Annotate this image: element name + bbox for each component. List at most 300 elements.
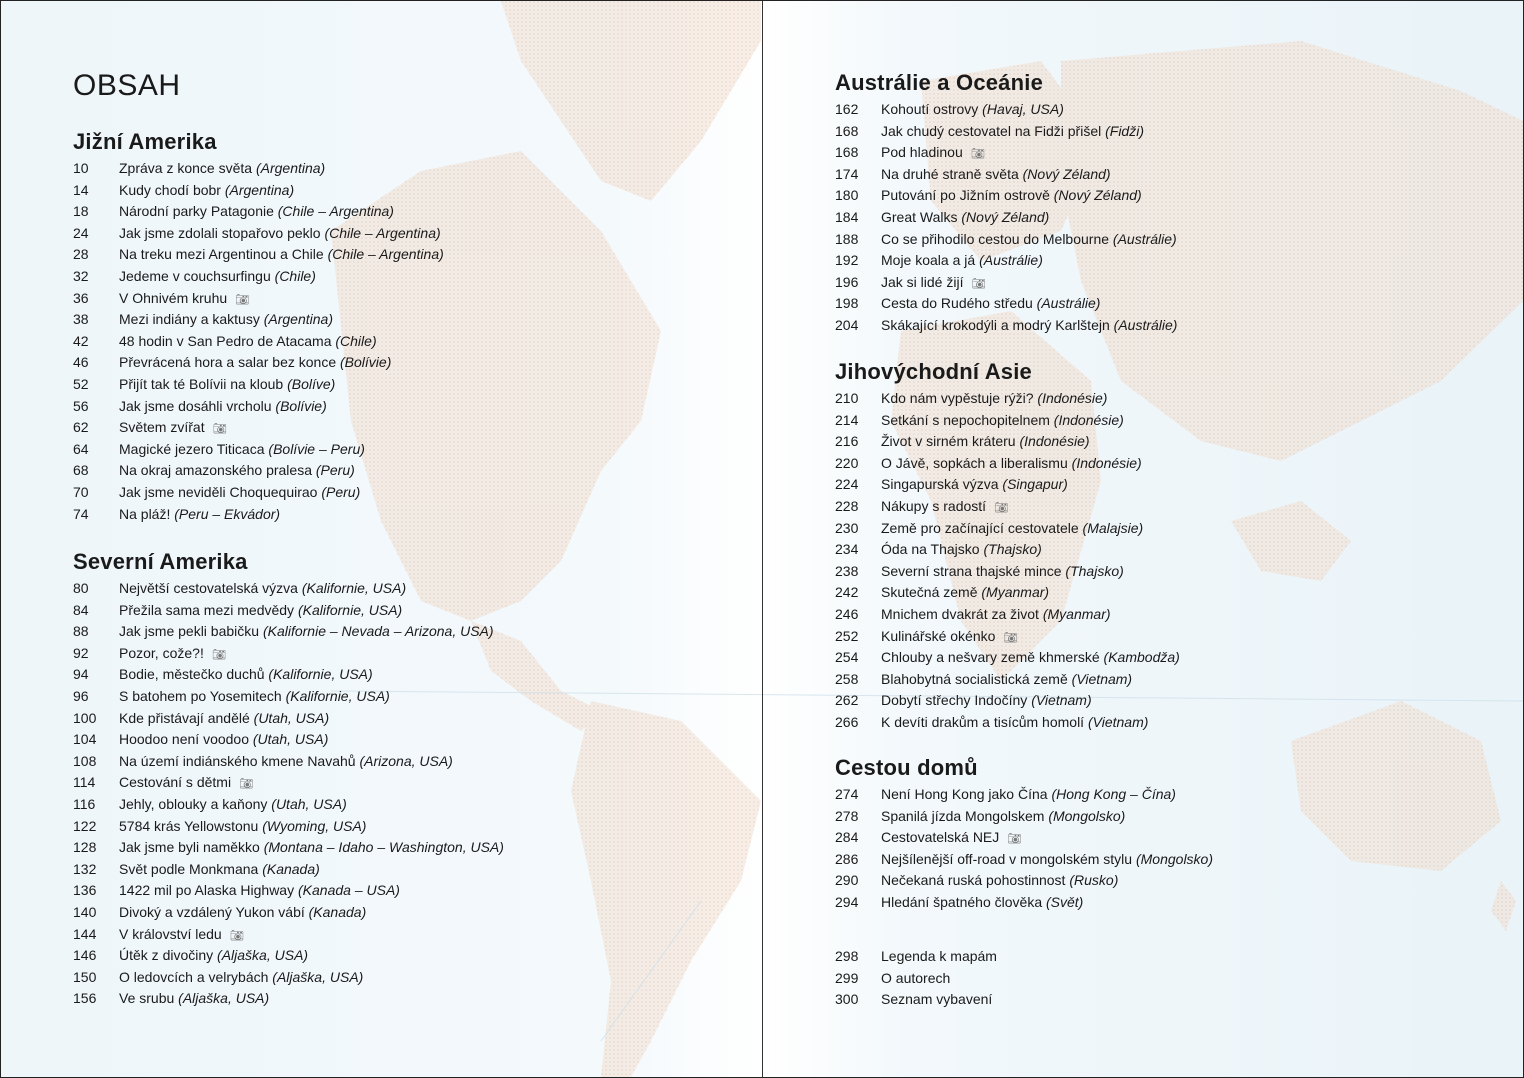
entry-location: (Indonésie) [1071, 454, 1142, 471]
entry-text [881, 99, 1064, 121]
entry-location: (Chile – Argentina) [327, 246, 444, 263]
entry-location: (Myanmar) [1042, 605, 1111, 622]
entry-text [881, 968, 950, 990]
toc-entry [835, 518, 1180, 540]
entry-text [881, 250, 1043, 272]
entry-title: Pozor, cože?! [119, 644, 204, 661]
entry-text [881, 315, 1177, 337]
section-heading: Jihovýchodní Asie [835, 359, 1032, 384]
entry-text [881, 561, 1124, 583]
entry-location: (Malajsie) [1082, 519, 1144, 536]
entry-text [119, 621, 494, 643]
page-number: 290 [835, 872, 859, 889]
toc-entry [73, 352, 444, 374]
entry-location: (Aljaška, USA) [217, 947, 309, 964]
page-number: 228 [835, 497, 859, 514]
entry-text [881, 647, 1180, 669]
page-number: 100 [73, 709, 97, 726]
entry-text [881, 272, 985, 294]
entry-text [881, 827, 1021, 849]
toc-entry [835, 604, 1180, 626]
page-number: 180 [835, 187, 859, 204]
entry-text [119, 288, 249, 310]
entry-text [119, 578, 406, 600]
page-number: 36 [73, 289, 89, 306]
entry-text [119, 396, 327, 418]
entry-text [881, 989, 992, 1011]
page-number: 286 [835, 850, 859, 867]
camera-icon: 📷︎ [235, 293, 250, 306]
page-number: 192 [835, 252, 859, 269]
page-number: 52 [73, 375, 89, 392]
page-number: 114 [73, 774, 96, 791]
entry-location: (Utah, USA) [253, 709, 330, 726]
page-number: 238 [835, 562, 859, 579]
page-number: 56 [73, 397, 89, 414]
entry-text [881, 712, 1148, 734]
entry-title: Není Hong Kong jako Čína [881, 786, 1048, 802]
entry-title: Putování po Jižním ostrově [881, 187, 1050, 204]
page-number: 246 [835, 605, 859, 622]
entry-text [119, 266, 316, 288]
camera-icon: 📷︎ [1003, 631, 1018, 644]
entry-location: (Indonésie) [1037, 390, 1108, 406]
page-number: 74 [73, 505, 89, 522]
entry-text [119, 988, 269, 1010]
entry-location: (Austrálie) [1112, 230, 1177, 247]
entry-text [119, 945, 308, 967]
page-number: 294 [835, 893, 859, 910]
toc-entry [835, 968, 997, 990]
entry-text [881, 185, 1142, 207]
entry-title: Přijít tak té Bolívii na kloub [119, 375, 284, 392]
entry-title: Great Walks [881, 208, 958, 225]
camera-icon: 📷︎ [970, 148, 985, 161]
toc-entry [73, 664, 504, 686]
entry-text [881, 474, 1068, 496]
entry-text [119, 880, 400, 902]
toc-entry [835, 185, 1177, 207]
entry-text [881, 892, 1083, 914]
entry-text [119, 439, 365, 461]
entry-title: Spanilá jízda Mongolskem [881, 807, 1045, 824]
entry-text [881, 582, 1049, 604]
entry-title: Přežila sama mezi medvědy [119, 601, 295, 618]
toc-entry [73, 201, 444, 223]
page-number: 88 [73, 623, 89, 640]
page-number: 104 [73, 731, 97, 748]
entry-location: (Austrálie) [1036, 295, 1101, 312]
entry-title: Mnichem dvakrát za život [881, 605, 1039, 622]
entry-location: (Austrálie) [979, 252, 1043, 269]
entry-title: Singapurská výzva [881, 476, 999, 493]
entry-title: Kde přistávají andělé [119, 709, 250, 726]
toc-entry [835, 626, 1180, 648]
page-number: 14 [73, 181, 89, 198]
page-number: 216 [835, 433, 859, 450]
entry-location: (Utah, USA) [252, 731, 329, 748]
entry-location: (Mongolsko) [1048, 807, 1126, 824]
entry-text [881, 388, 1107, 410]
toc-entry [835, 827, 1213, 849]
entry-title: Jak chudý cestovatel na Fidži přišel [881, 122, 1102, 139]
toc-entry [835, 849, 1213, 871]
entry-title: Blahobytná socialistická země [881, 670, 1068, 687]
entry-title: 1422 mil po Alaska Highway [119, 882, 295, 899]
section-north-america [73, 546, 504, 1010]
entry-text [881, 806, 1125, 828]
entry-location: (Mongolsko) [1135, 850, 1213, 867]
page-number: 94 [73, 666, 89, 683]
toc-entry [73, 794, 504, 816]
toc-entry [73, 816, 504, 838]
entry-title: Divoký a vzdálený Yukon vábí [119, 903, 305, 920]
entry-location: (Peru) [315, 462, 355, 479]
entry-title: Jedeme v couchsurfingu [119, 267, 271, 284]
toc-entry [73, 924, 504, 946]
entry-location: (Utah, USA) [271, 795, 347, 812]
entry-title: O autorech [881, 969, 951, 986]
toc-entry [73, 578, 504, 600]
entry-location: (Fidži) [1105, 122, 1144, 139]
page-number: 210 [835, 390, 859, 406]
page-number: 46 [73, 354, 89, 371]
entry-title: Převrácená hora a salar bez konce [119, 354, 337, 371]
entry-title: Óda na Thajsko [881, 541, 980, 558]
entry-title: Nečekaná ruská pohostinnost [881, 872, 1066, 889]
entry-text [119, 331, 377, 353]
page-number: 168 [835, 144, 859, 161]
entry-title: Bodie, městečko duchů [119, 666, 265, 683]
toc-entry [73, 482, 444, 504]
entry-location: (Vietnam) [1031, 692, 1092, 709]
entry-location: (Peru – Ekvádor) [174, 505, 281, 522]
page-number: 174 [835, 165, 859, 182]
entry-text [881, 207, 1049, 229]
entry-text [881, 626, 1017, 648]
entry-title: O Jávě, sopkách a liberalismu [881, 454, 1068, 471]
toc-entry [835, 539, 1180, 561]
page-number: 116 [73, 795, 96, 812]
entry-text [881, 946, 997, 968]
toc-entry [73, 417, 444, 439]
entry-title: Ve srubu [119, 990, 175, 1007]
entry-text [881, 849, 1213, 871]
toc-entry [73, 288, 444, 310]
toc-entry [835, 164, 1177, 186]
page-number: 266 [835, 713, 859, 730]
entry-title: Na treku mezi Argentinou a Chile [119, 246, 324, 263]
page-title: OBSAH [73, 69, 181, 102]
toc-entry [73, 331, 444, 353]
camera-icon: 📷︎ [229, 929, 244, 942]
toc-entry [835, 647, 1180, 669]
entry-title: Jak jsme dosáhli vrcholu [119, 397, 272, 414]
entry-text [881, 293, 1100, 315]
entry-text [119, 664, 373, 686]
toc-entry [835, 989, 997, 1011]
right-page [763, 1, 1523, 1077]
entry-title: Jak jsme zdolali stopařovo peklo [119, 224, 321, 241]
page-number: 198 [835, 295, 859, 312]
entry-location: (Indonésie) [1019, 433, 1090, 450]
entry-title: Jak jsme byli naměkko [119, 839, 260, 856]
entry-title: Na pláž! [119, 505, 171, 522]
entry-text [119, 504, 280, 526]
section-australia-oceania [835, 67, 1177, 337]
toc-entry [73, 504, 444, 526]
entry-location: (Aljaška, USA) [272, 968, 364, 985]
entry-text [119, 600, 402, 622]
entry-title: Dobytí střechy Indočíny [881, 692, 1028, 709]
page-number: 84 [73, 601, 89, 618]
entry-title: Kudy chodí bobr [119, 181, 221, 198]
entry-title: Na území indiánského kmene Navahů [119, 752, 356, 769]
entry-text [881, 164, 1111, 186]
page-number: 254 [835, 649, 859, 666]
camera-icon: 📷︎ [211, 648, 226, 661]
page-number: 220 [835, 454, 859, 471]
entry-title: Skutečná země [881, 584, 978, 601]
entry-text [881, 229, 1177, 251]
entry-title: Hledání špatného člověka [881, 893, 1043, 910]
page-number: 162 [835, 101, 859, 117]
entry-title: Jehly, oblouky a kaňony [119, 795, 268, 812]
entry-list [73, 578, 504, 1010]
entry-text [881, 410, 1124, 432]
entry-title: Země pro začínající cestovatele [881, 519, 1079, 536]
entry-title: Svět podle Monkmana [119, 860, 259, 877]
toc-entry [835, 712, 1180, 734]
entry-text [119, 352, 391, 374]
entry-text [881, 496, 1008, 518]
page-number: 80 [73, 580, 89, 596]
entry-location: (Argentina) [224, 181, 295, 198]
entry-location: (Argentina) [255, 160, 326, 176]
page-number: 184 [835, 208, 859, 225]
toc-entry [835, 561, 1180, 583]
entry-list [73, 158, 444, 525]
entry-title: V Ohnivém kruhu [119, 289, 228, 306]
entry-text [881, 784, 1176, 806]
toc-entry [835, 690, 1180, 712]
toc-entry [835, 431, 1180, 453]
entry-title: Cestovatelská NEJ [881, 829, 1000, 846]
page-number: 146 [73, 947, 97, 964]
page-number: 32 [73, 267, 89, 284]
entry-location: (Vietnam) [1071, 670, 1133, 687]
entry-text [119, 794, 347, 816]
page-number: 70 [73, 483, 89, 500]
page-number: 214 [835, 411, 859, 428]
entry-text [119, 859, 320, 881]
toc-entry [835, 453, 1180, 475]
section-southeast-asia [835, 356, 1180, 734]
entry-text [119, 482, 360, 504]
entry-location: (Nový Zéland) [961, 208, 1050, 225]
entry-title: Mezi indiány a kaktusy [119, 311, 260, 328]
toc-entry [73, 223, 444, 245]
page-number: 284 [835, 829, 859, 846]
entry-location: (Montana – Idaho – Washington, USA) [263, 839, 504, 856]
toc-entry [73, 945, 504, 967]
entry-location: (Bolíve) [287, 375, 336, 392]
entry-title: Světem zvířat [119, 419, 205, 436]
page-number: 28 [73, 246, 89, 263]
entry-title: Život v sirném kráteru [881, 433, 1016, 450]
camera-icon: 📷︎ [212, 423, 227, 436]
toc-entry [73, 772, 504, 794]
entry-text [119, 180, 294, 202]
entry-title: V království ledu [119, 925, 222, 942]
entry-location: (Hong Kong – Čína) [1051, 786, 1176, 802]
toc-entry [73, 686, 504, 708]
page-number: 140 [73, 903, 97, 920]
toc-entry [73, 600, 504, 622]
page-number: 278 [835, 807, 859, 824]
section-heading: Cestou domů [835, 755, 978, 780]
toc-entry [73, 708, 504, 730]
page-number: 38 [73, 311, 89, 328]
toc-entry [835, 870, 1213, 892]
page-number: 274 [835, 786, 859, 802]
entry-title: Nejšílenější off-road v mongolském stylu [881, 850, 1133, 867]
page-number: 96 [73, 687, 89, 704]
toc-entry [835, 315, 1177, 337]
entry-location: (Arizona, USA) [359, 752, 453, 769]
page-number: 24 [73, 224, 89, 241]
toc-entry [835, 207, 1177, 229]
entry-title: Skákající krokodýli a modrý Karlštejn [881, 316, 1110, 333]
entry-title: K devíti drakům a tisícům homolí [881, 713, 1085, 730]
entry-title: Útěk z divočiny [119, 947, 214, 964]
entry-title: Jak jsme pekli babičku [119, 623, 260, 640]
toc-entry [73, 460, 444, 482]
entry-location: (Wyoming, USA) [262, 817, 367, 834]
page-number: 204 [835, 316, 859, 333]
page-number: 188 [835, 230, 859, 247]
entry-location: (Kambodža) [1103, 649, 1180, 666]
entry-title: Moje koala a já [881, 252, 976, 269]
page-number: 242 [835, 584, 859, 601]
toc-entry [73, 967, 504, 989]
section-heading: Severní Amerika [73, 549, 248, 574]
entry-location: (Thajsko) [1065, 562, 1124, 579]
entry-location: (Vietnam) [1087, 713, 1149, 730]
entry-text [881, 870, 1118, 892]
section-heading: Austrálie a Oceánie [835, 70, 1044, 95]
entry-text [881, 539, 1042, 561]
entry-text [881, 690, 1092, 712]
entry-title: Národní parky Patagonie [119, 203, 274, 220]
entry-title: Legenda k mapám [881, 948, 997, 964]
entry-location: (Kanada) [308, 903, 367, 920]
section-way-home [835, 752, 1213, 914]
toc-entry [73, 180, 444, 202]
page-number: 144 [73, 925, 97, 942]
camera-icon: 📷︎ [1007, 833, 1022, 846]
entry-title: Největší cestovatelská výzva [119, 580, 298, 596]
entry-title: Co se přihodilo cestou do Melbourne [881, 230, 1110, 247]
page-number: 168 [835, 122, 859, 139]
entry-text [119, 772, 253, 794]
entry-title: Kulinářské okénko [881, 627, 996, 644]
page-number: 92 [73, 644, 89, 661]
entry-text [881, 669, 1132, 691]
entry-title: Setkání s nepochopitelnem [881, 411, 1050, 428]
camera-icon: 📷︎ [994, 501, 1009, 514]
toc-entry [73, 751, 504, 773]
entry-title: S batohem po Yosemitech [119, 687, 282, 704]
toc-entry [835, 293, 1177, 315]
entry-text [119, 244, 444, 266]
toc-entry [73, 266, 444, 288]
entry-text [881, 453, 1142, 475]
entry-location: (Indonésie) [1053, 411, 1124, 428]
toc-entry [73, 158, 444, 180]
toc-entry [835, 496, 1180, 518]
entry-text [119, 460, 355, 482]
toc-entry [835, 272, 1177, 294]
page-number: 156 [73, 990, 97, 1007]
entry-title: Zpráva z konce světa [119, 160, 253, 176]
entry-text [881, 518, 1143, 540]
entry-location: (Chile) [335, 332, 377, 349]
entry-location: (Nový Zéland) [1053, 187, 1142, 204]
entry-text [881, 431, 1090, 453]
entry-location: (Argentina) [263, 311, 333, 328]
page-number: 150 [73, 968, 97, 985]
entry-title: O ledovcích a velrybách [119, 968, 269, 985]
page-number: 234 [835, 541, 859, 558]
toc-entry [73, 729, 504, 751]
entry-location: (Havaj, USA) [982, 101, 1064, 117]
entry-location: (Kalifornie, USA) [301, 580, 407, 596]
entry-location: (Myanmar) [981, 584, 1050, 601]
page-number: 10 [73, 160, 89, 176]
entry-location: (Bolívie) [275, 397, 327, 414]
page-number: 300 [835, 991, 859, 1008]
entry-title: Nákupy s radostí [881, 497, 987, 514]
toc-entry [835, 806, 1213, 828]
page-number: 196 [835, 273, 859, 290]
entry-text [119, 729, 328, 751]
entry-location: (Bolívie – Peru) [268, 440, 365, 457]
entry-text [119, 417, 227, 439]
page-number: 230 [835, 519, 859, 536]
entry-location: (Kalifornie – Nevada – Arizona, USA) [262, 623, 494, 640]
entry-list [835, 99, 1177, 337]
entry-title: Jak jsme neviděli Choquequirao [119, 483, 318, 500]
toc-entry [835, 892, 1213, 914]
entry-text [119, 837, 504, 859]
entry-location: (Bolívie) [340, 354, 392, 371]
entry-location: (Kalifornie, USA) [268, 666, 373, 683]
page-number: 136 [73, 882, 97, 899]
toc-entry [73, 439, 444, 461]
entry-title: Pod hladinou [881, 144, 963, 161]
entry-list [835, 388, 1180, 734]
page-number: 128 [73, 839, 97, 856]
toc-entry [835, 250, 1177, 272]
entry-title: Hoodoo není voodoo [119, 731, 249, 748]
toc-entry [73, 988, 504, 1010]
toc-entry [835, 388, 1180, 410]
page-number: 64 [73, 440, 89, 457]
entry-location: (Austrálie) [1113, 316, 1178, 333]
section-appendix [835, 946, 997, 1011]
entry-text [119, 309, 333, 331]
